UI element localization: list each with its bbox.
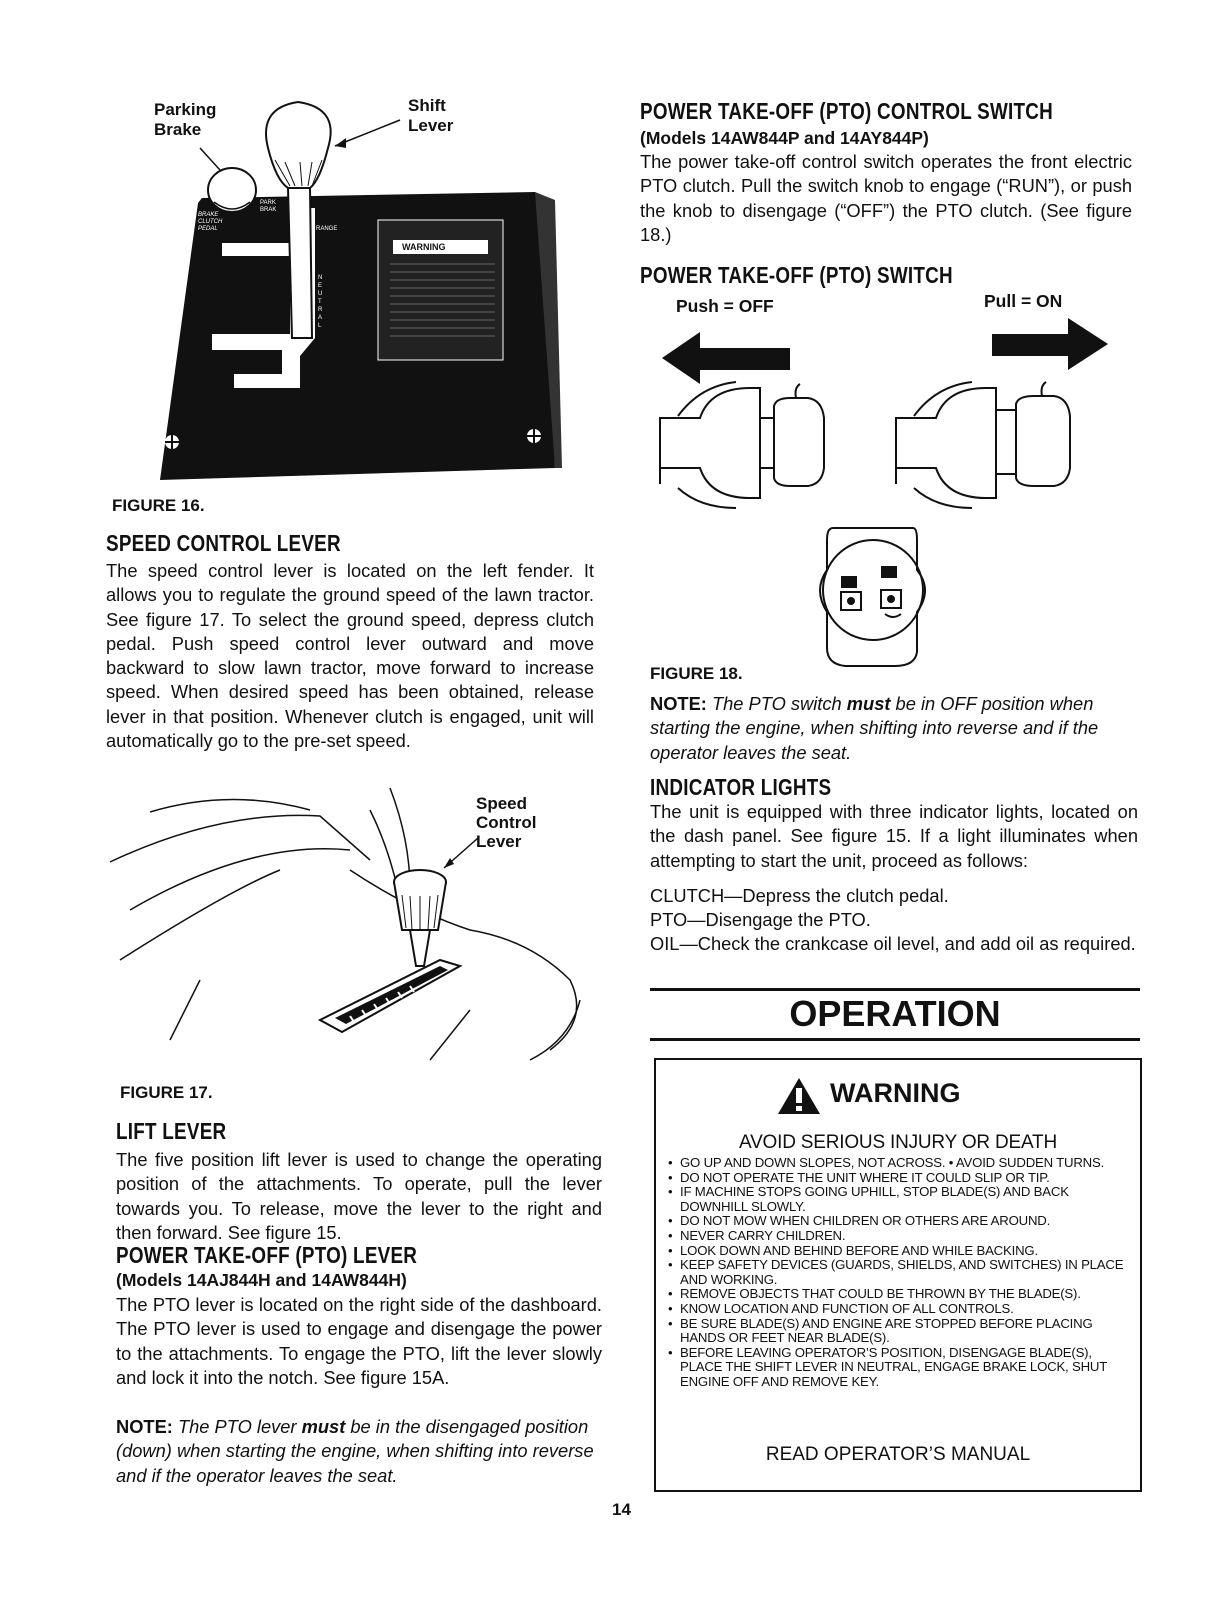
warning-triangle-icon (776, 1076, 822, 1116)
pto-control-switch-heading: POWER TAKE-OFF (PTO) CONTROL SWITCH (640, 98, 1054, 124)
figure-18-switch-face (815, 520, 935, 680)
note-emphasis: must (301, 1416, 346, 1437)
warning-header (776, 1074, 1036, 1118)
warning-item: • KEEP SAFETY DEVICES (GUARDS, SHIELDS, AND SWITCHES) IN PLACE AND WORKING. (666, 1258, 1128, 1287)
warning-subtitle: AVOID SERIOUS INJURY OR DEATH (739, 1132, 1057, 1153)
warning-item: • BE SURE BLADE(S) AND ENGINE ARE STOPPED BEFORE PLACING HANDS OR FEET NEAR BLADE(S). (666, 1317, 1128, 1346)
pto-lever-body: The PTO lever is located on the right side of the dashboard. The PTO lever is used to engage and disengage the power to the attachments. To engage the PTO, lift the lever slowly and lock it into the notch. See figure 15A. (116, 1294, 602, 1388)
pto-switch-diagram (650, 318, 1140, 518)
operation-rule-bottom (650, 1038, 1140, 1041)
figure-17-caption: FIGURE 17. (120, 1083, 213, 1102)
pto-control-switch-models: (Models 14AW844P and 14AY844P) (640, 128, 929, 148)
speed-control-body: The speed control lever is located on the left fender. It allows you to regulate the ground speed of the lawn tractor. See figure 17. To select the ground speed, depress clutch pedal. Push speed control lever outward and move backward to slow lawn tractor, move forward to increase speed. When desired speed has been obtained, release lever in that position. Whenever clutch is engaged, unit will automatically go to the pre-set speed. (106, 560, 594, 752)
panel-label-park: PARK BRAK (260, 200, 277, 213)
pto-lever-note (116, 1415, 606, 1488)
shift-panel-illustration (150, 88, 570, 488)
pto-lever-models: (Models 14AJ844H and 14AW844H) (116, 1270, 407, 1290)
panel-label-high-range: HIGH RANGE (230, 246, 269, 252)
figure-16 (150, 88, 570, 488)
note-text-pre: The PTO switch (711, 693, 842, 714)
indicator-lights-body: The unit is equipped with three indicator lights, located on the dash panel. See figure 15. If a light illuminates when attempting to start the unit, proceed as follows: (650, 801, 1138, 871)
note-label: NOTE: (116, 1416, 173, 1437)
warning-item: • LOOK DOWN AND BEHIND BEFORE AND WHILE BACKING. (666, 1244, 1128, 1259)
pto-switch-heading: POWER TAKE-OFF (PTO) SWITCH (640, 262, 953, 288)
warning-box (654, 1058, 1142, 1492)
warning-footer: READ OPERATOR’S MANUAL (765, 1444, 1031, 1465)
indicator-lights-heading: INDICATOR LIGHTS (650, 774, 832, 800)
note-text-post: be in the disengaged position (down) when starting the engine, when shifting into reverse and if the operator leaves the seat. (116, 1416, 594, 1486)
parking-brake-callout: Parking Brake (154, 100, 217, 139)
lift-lever-body: The five position lift lever is used to change the operating position of the attachments. To operate, pull the lever towards you. To release, move the lever to the right and then forward. See figure 15. (116, 1149, 602, 1243)
figure-18-note (650, 692, 1140, 765)
operation-title: OPERATION (789, 993, 1001, 1034)
warning-item: • NEVER CARRY CHILDREN. (666, 1229, 1128, 1244)
warning-item: • IF MACHINE STOPS GOING UPHILL, STOP BLADE(S) AND BACK DOWNHILL SLOWLY. (666, 1185, 1128, 1214)
panel-warning-label: WARNING (402, 242, 446, 252)
note-emphasis: must (846, 693, 891, 714)
warning-item: • BEFORE LEAVING OPERATOR’S POSITION, DISENGAGE BLADE(S), PLACE THE SHIFT LEVER IN NEUTRAL, ENGAGE BRAKE LOCK, SHUT ENGINE OFF AND REMOVE KEY. (666, 1346, 1128, 1390)
figure-17 (110, 780, 600, 1070)
pto-control-switch-body: The power take-off control switch operates the front electric PTO clutch. Pull the switch knob to engage (“RUN”), or push the knob to disengage (“OFF”) the PTO clutch. (See figure 18.) (640, 151, 1132, 245)
panel-label-range: RANGE (316, 226, 338, 232)
warning-item: • KNOW LOCATION AND FUNCTION OF ALL CONTROLS. (666, 1302, 1128, 1317)
note-text-pre: The PTO lever (177, 1416, 297, 1437)
figure-16-caption: FIGURE 16. (112, 496, 205, 515)
panel-label-brake: BRAKE CLUTCH PEDAL (198, 212, 223, 232)
speed-control-lever-callout: Speed Control Lever (476, 794, 537, 851)
shift-lever-callout: Shift Lever (408, 96, 454, 135)
panel-label-neutral: N E U T R A L (318, 275, 323, 329)
note-label: NOTE: (650, 693, 707, 714)
indicator-item-pto: PTO—Disengage the PTO. (650, 909, 871, 930)
warning-title: WARNING (830, 1078, 961, 1108)
warning-list (666, 1156, 1128, 1390)
pto-switch-face-illustration (815, 520, 935, 680)
indicator-item-oil: OIL—Check the crankcase oil level, and add oil as required. (650, 933, 1136, 954)
warning-item: • DO NOT OPERATE THE UNIT WHERE IT COULD SLIP OR TIP. (666, 1171, 1128, 1186)
warning-item: • REMOVE OBJECTS THAT COULD BE THROWN BY THE BLADE(S). (666, 1287, 1128, 1302)
figure-18-caption: FIGURE 18. (650, 664, 743, 683)
warning-item: • DO NOT MOW WHEN CHILDREN OR OTHERS ARE AROUND. (666, 1214, 1128, 1229)
note-text-post: be in OFF position when starting the engine, when shifting into reverse and if the operator leaves the seat. (650, 693, 1099, 763)
operation-rule-top (650, 988, 1140, 991)
panel-label-reverse: REVERSE (234, 338, 263, 344)
warning-item: • GO UP AND DOWN SLOPES, NOT ACROSS. • AVOID SUDDEN TURNS. (666, 1156, 1128, 1171)
pto-lever-heading: POWER TAKE-OFF (PTO) LEVER (116, 1242, 418, 1268)
pull-on-label: Pull = ON (984, 291, 1063, 311)
page-number: 14 (612, 1500, 631, 1519)
push-off-label: Push = OFF (676, 296, 774, 316)
speed-control-heading: SPEED CONTROL LEVER (106, 530, 341, 556)
pto-switch-illustration (650, 318, 1140, 518)
indicator-item-clutch: CLUTCH—Depress the clutch pedal. (650, 885, 949, 906)
lift-lever-heading: LIFT LEVER (116, 1118, 227, 1144)
